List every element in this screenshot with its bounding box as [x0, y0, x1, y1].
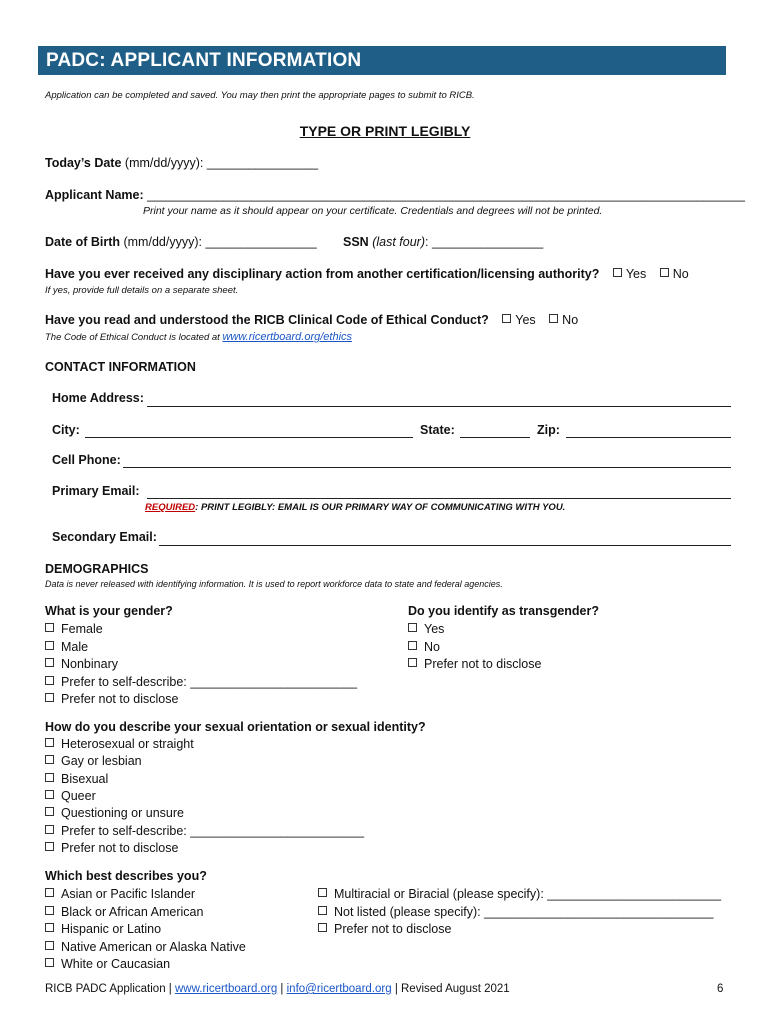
home-address-label: Home Address: [52, 391, 144, 405]
orientation-option[interactable] [45, 806, 184, 820]
ethics-question: Have you read and understood the RICB Clinical Code of Ethical Conduct? [45, 313, 489, 327]
gender-option-label: Prefer to self-describe: ________________________ [61, 674, 358, 689]
race-checkbox[interactable] [318, 923, 327, 932]
race-option[interactable] [45, 922, 161, 936]
gender-option[interactable] [45, 657, 118, 671]
page-number: 6 [717, 983, 724, 995]
cell-phone-field[interactable] [123, 467, 731, 468]
footer-email-link[interactable]: info@ricertboard.org [286, 983, 392, 995]
ethics-no-label: No [562, 313, 579, 327]
disciplinary-yes-checkbox[interactable] [613, 268, 622, 277]
orientation-option[interactable] [45, 841, 178, 855]
orientation-option[interactable] [45, 737, 194, 751]
secondary-email-label: Secondary Email: [52, 530, 157, 544]
orientation-option-label: Prefer not to disclose [61, 840, 179, 855]
footer-separator: | [277, 983, 287, 995]
race-option[interactable] [45, 940, 246, 954]
today-date-format: (mm/dd/yyyy): [124, 156, 204, 170]
gender-option[interactable] [45, 692, 178, 706]
transgender-option[interactable] [408, 640, 440, 654]
race-option-label: Multiracial or Biracial (please specify): _________________________ [334, 887, 722, 901]
race-checkbox[interactable] [45, 941, 54, 950]
state-label: State: [420, 423, 455, 437]
race-checkbox[interactable] [45, 906, 54, 915]
dob-field[interactable]: ________________ [205, 235, 317, 249]
orientation-option-label: Gay or lesbian [61, 754, 142, 769]
transgender-option[interactable] [408, 657, 541, 671]
gender-checkbox[interactable] [45, 658, 54, 667]
orientation-option-label: Questioning or unsure [61, 806, 184, 821]
ssn-hint: (last four) [372, 235, 425, 249]
ssn-label: SSN [343, 235, 369, 249]
orientation-option[interactable] [45, 772, 108, 786]
disciplinary-no-label: No [672, 267, 689, 281]
gender-option[interactable] [45, 622, 103, 636]
applicant-name-field[interactable]: ______________________________________________________________________________________ [147, 188, 745, 202]
applicant-name-label: Applicant Name: [45, 188, 144, 202]
race-option[interactable] [318, 905, 713, 919]
orientation-checkbox[interactable] [45, 790, 54, 799]
footer-suffix: | Revised August 2021 [391, 983, 510, 995]
state-field[interactable] [460, 437, 530, 438]
orientation-option[interactable] [45, 754, 142, 768]
race-option-label: Black or African American [61, 904, 204, 919]
orientation-checkbox[interactable] [45, 738, 54, 747]
gender-question: What is your gender? [45, 604, 173, 618]
ethics-note: The Code of Ethical Conduct is located at [45, 332, 220, 343]
demographics-heading: DEMOGRAPHICS [45, 562, 149, 576]
city-label: City: [52, 423, 80, 437]
ssn-colon: : [424, 235, 429, 249]
transgender-question: Do you identify as transgender? [408, 604, 600, 618]
race-option-label: Asian or Pacific Islander [61, 887, 196, 901]
race-checkbox[interactable] [45, 958, 54, 967]
footer-website-link[interactable]: www.ricertboard.org [174, 983, 278, 995]
disciplinary-row [45, 267, 689, 281]
gender-option-label: Prefer not to disclose [61, 692, 179, 706]
ethics-yes-label: Yes [515, 313, 536, 327]
required-flag: REQUIRED [145, 502, 196, 513]
secondary-email-field[interactable] [159, 545, 731, 546]
orientation-checkbox[interactable] [45, 825, 54, 834]
transgender-option-label: Prefer not to disclose [424, 657, 542, 671]
orientation-option-label: Bisexual [61, 771, 109, 786]
orientation-option-label: Prefer to self-describe: _________________________ [61, 823, 365, 838]
transgender-checkbox[interactable] [408, 658, 417, 667]
gender-option-label: Female [61, 622, 103, 636]
applicant-name-row[interactable] [45, 188, 745, 202]
cell-phone-label: Cell Phone: [52, 453, 121, 467]
orientation-question: How do you describe your sexual orientation or sexual identity? [45, 720, 426, 734]
gender-option[interactable] [45, 640, 88, 654]
dob-label: Date of Birth [45, 235, 120, 249]
gender-checkbox[interactable] [45, 623, 54, 632]
race-option-label: Hispanic or Latino [61, 922, 162, 936]
primary-email-label: Primary Email: [52, 484, 140, 498]
race-checkbox[interactable] [45, 923, 54, 932]
orientation-option[interactable] [45, 824, 364, 838]
race-checkbox[interactable] [318, 888, 327, 897]
primary-email-note [145, 502, 565, 513]
ssn-row[interactable] [343, 235, 543, 249]
gender-option[interactable] [45, 675, 357, 689]
race-option[interactable] [45, 905, 203, 919]
gender-checkbox[interactable] [45, 676, 54, 685]
zip-label: Zip: [537, 423, 560, 437]
orientation-checkbox[interactable] [45, 773, 54, 782]
race-option-label: Not listed (please specify): _________________________________ [334, 904, 714, 919]
gender-checkbox[interactable] [45, 693, 54, 702]
race-option[interactable] [318, 922, 451, 936]
transgender-option-label: Yes [424, 622, 445, 636]
race-checkbox[interactable] [318, 906, 327, 915]
transgender-checkbox[interactable] [408, 641, 417, 650]
today-date-field[interactable]: ________________ [206, 156, 319, 170]
contact-heading: CONTACT INFORMATION [45, 360, 196, 374]
race-option-label: Prefer not to disclose [334, 922, 452, 936]
race-option[interactable] [318, 887, 721, 901]
primary-email-field[interactable] [147, 498, 731, 499]
required-note: : PRINT LEGIBLY: EMAIL IS OUR PRIMARY WAY OF COMMUNICATING WITH YOU. [195, 502, 566, 513]
ethics-row [45, 313, 578, 327]
ssn-field[interactable]: ________________ [431, 235, 544, 249]
footer-prefix: RICB PADC Application | [45, 983, 175, 995]
disciplinary-question: Have you ever received any disciplinary action from another certification/licensing authority? [45, 267, 600, 281]
orientation-option-label: Heterosexual or straight [61, 737, 194, 751]
demographics-note: Data is never released with identifying information. It is used to report workforce data to state and federal agencies. [45, 579, 503, 589]
ethics-note-row [45, 331, 352, 343]
today-date-row[interactable] [45, 156, 318, 170]
gender-option-label: Nonbinary [61, 657, 118, 671]
race-checkbox[interactable] [45, 888, 54, 897]
transgender-option-label: No [424, 639, 440, 654]
today-date-label: Today’s Date [45, 156, 122, 170]
ethics-yes-checkbox[interactable] [502, 314, 511, 323]
city-field[interactable] [85, 437, 413, 438]
race-option[interactable] [45, 957, 170, 971]
race-option[interactable] [45, 887, 195, 901]
orientation-checkbox[interactable] [45, 842, 54, 851]
orientation-option-label: Queer [61, 788, 96, 803]
disciplinary-note: If yes, provide full details on a separate sheet. [45, 285, 239, 296]
disciplinary-no-checkbox[interactable] [660, 268, 669, 277]
home-address-field[interactable] [147, 406, 731, 407]
zip-field[interactable] [566, 437, 731, 438]
transgender-checkbox[interactable] [408, 623, 417, 632]
race-question: Which best describes you? [45, 869, 207, 883]
page-title: PADC: APPLICANT INFORMATION [46, 50, 362, 71]
transgender-option[interactable] [408, 622, 444, 636]
header-bar [38, 46, 726, 75]
orientation-checkbox[interactable] [45, 755, 54, 764]
orientation-checkbox[interactable] [45, 807, 54, 816]
intro-text: Application can be completed and saved. You may then print the appropriate pages to submit to RICB. [45, 90, 475, 101]
race-option-label: White or Caucasian [61, 957, 171, 971]
orientation-option[interactable] [45, 789, 96, 803]
gender-checkbox[interactable] [45, 641, 54, 650]
footer [45, 983, 510, 995]
ethics-no-checkbox[interactable] [549, 314, 558, 323]
applicant-name-hint: Print your name as it should appear on your certificate. Credentials and degrees will not be printed. [143, 205, 603, 217]
dob-row[interactable] [45, 235, 317, 249]
disciplinary-yes-label: Yes [625, 267, 647, 281]
race-option-label: Native American or Alaska Native [61, 939, 246, 954]
print-title: TYPE OR PRINT LEGIBLY [299, 123, 471, 139]
dob-format: (mm/dd/yyyy): [123, 235, 202, 249]
ethics-link[interactable]: www.ricertboard.org/ethics [222, 331, 353, 343]
gender-option-label: Male [61, 639, 89, 654]
